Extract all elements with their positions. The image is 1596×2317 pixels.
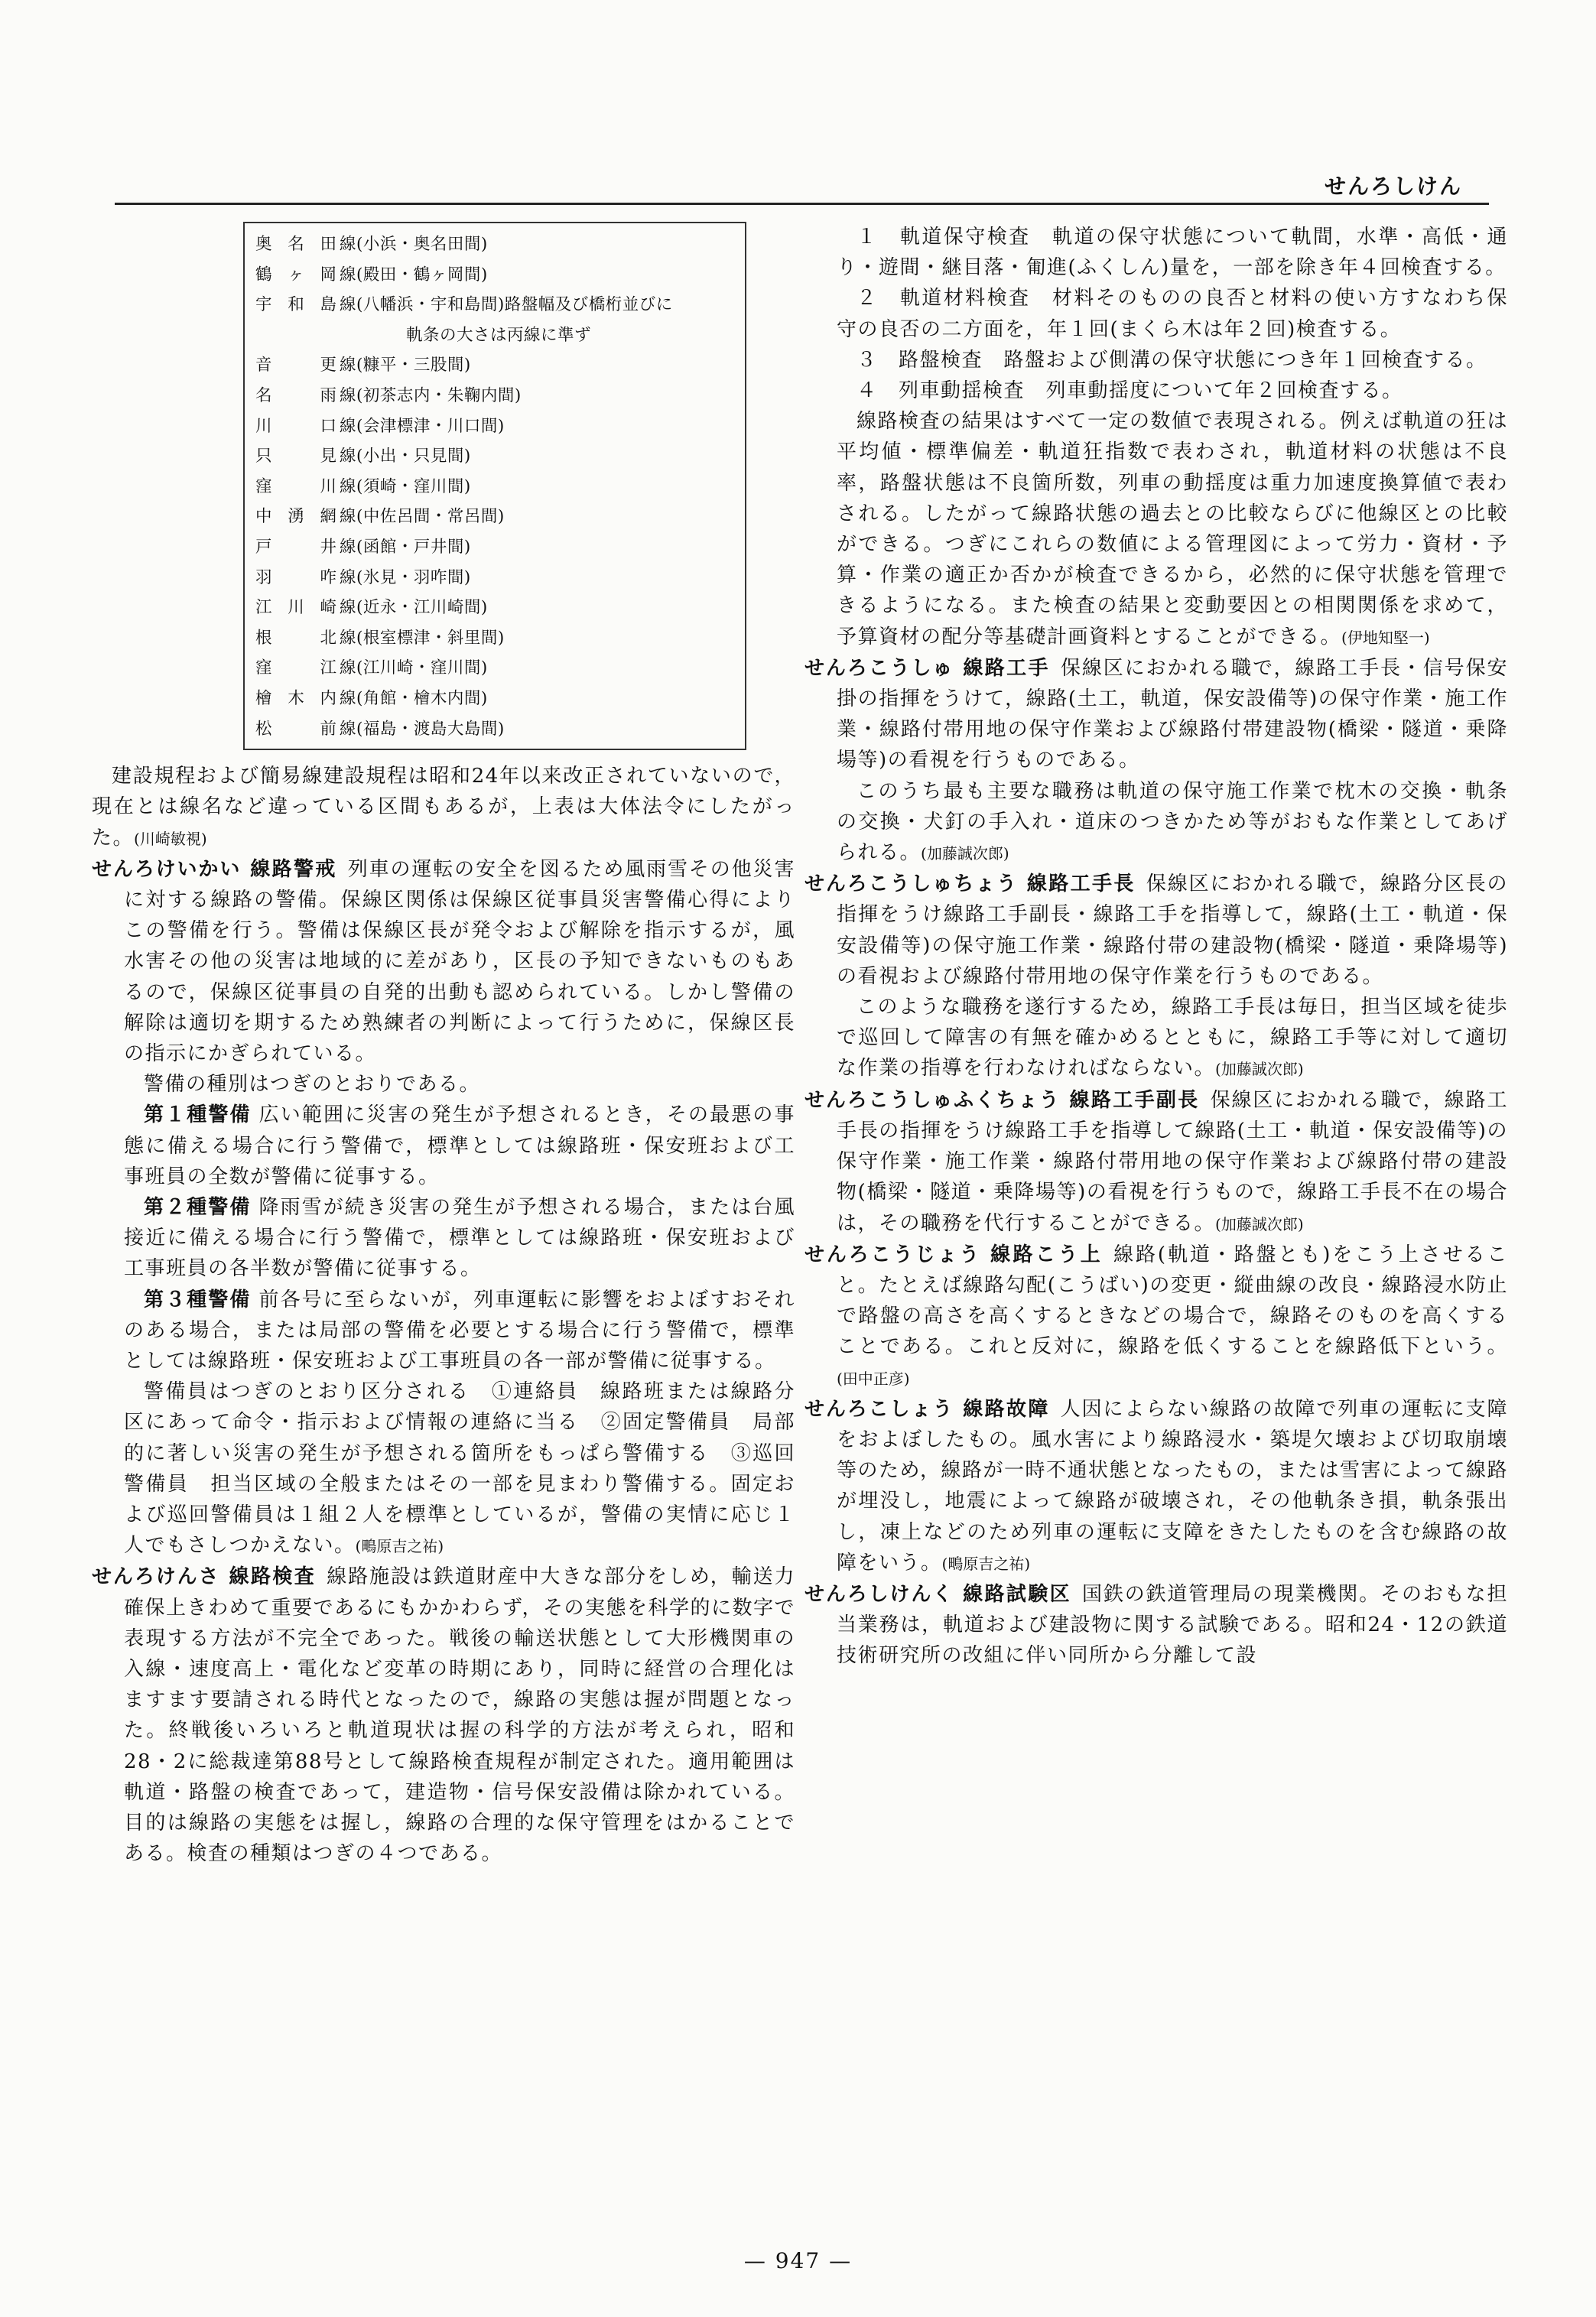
keikai-type-3: 第３種警備 前各号に至らないが，列車運転に影響をおよぼすおそれのある場合，または局部の警備を必要とする場合に行う警備で，標準としては線路班・保安班および工事班員の各一部が警備に従事する。 bbox=[124, 1288, 795, 1373]
line-name: 松 前 bbox=[255, 719, 340, 739]
line-name: 音 更 bbox=[255, 356, 340, 375]
keikai-kinds: 警備の種別はつぎのとおりである。 bbox=[144, 1073, 481, 1097]
entry-term: 線路こう上 bbox=[990, 1243, 1104, 1266]
line-detail: 線(根室標津・斜里間) bbox=[340, 628, 505, 648]
kensa-item-4: ４ 列車動揺検査 列車動揺度について年２回検査する。 bbox=[857, 379, 1403, 403]
table-note: 建設規程および簡易線建設規程は昭和24年以来改正されていないので，現在とは線名など違っている区間もあるが，上表は大体法令にしたがった。(川崎敏視) bbox=[92, 765, 795, 850]
line-table-row bbox=[255, 290, 737, 320]
line-name: 奥名田 bbox=[255, 235, 340, 254]
line-detail: 線(小浜・奥名田間) bbox=[340, 235, 488, 254]
line-name: 中湧網 bbox=[255, 507, 340, 527]
signature: (川崎敏視) bbox=[134, 829, 207, 848]
signature: (伊地知堅一) bbox=[1341, 628, 1430, 647]
line-detail: 線(角館・檜木内間) bbox=[340, 688, 488, 708]
line-name: 鶴ヶ岡 bbox=[255, 265, 340, 284]
entry-senro-kojo: せんろこうじょう 線路こう上 線路(軌道・路盤とも)をこう上させること。たとえば線路勾配(こうばい)の変更・縦曲線の改良・線路浸水防止で路盤の高さを高くするときなどの場合で，線路そのものを高くすることである。これと反対に，線路を低くすることを線路低下という。(田中正彦) bbox=[805, 1243, 1508, 1388]
line-name: 江川崎 bbox=[255, 598, 340, 618]
signature: (加藤誠次郎) bbox=[1215, 1060, 1304, 1079]
kensa-result: 線路検査の結果はすべて一定の数値で表現される。例えば軌道の狂は平均値・標準偏差・軌道狂指数で表わされ，軌道材料の状態は不良率，路盤状態は不良箇所数，列車の動揺度は重力加速度換算値で表わされる。したがって線路状態の過去との比較ならびに他線区との比較ができる。つぎにこれらの数値による管理図によって労力・資材・予算・作業の適正か否かが検査できるから，必然的に保守状態を管理できるようになる。また検査の結果と変動要因との相関関係を求めて，予算資材の配分等基礎計画資料とすることができる。(伊地知堅一) bbox=[837, 410, 1508, 648]
entry-term: 線路警戒 bbox=[250, 857, 337, 881]
entry-reading: せんろこうじょう bbox=[805, 1243, 982, 1266]
entry-senro-keikai: せんろけいかい 線路警戒 列車の運転の安全を図るため風雨雪その他災害に対する線路の警備。保線区関係は保線区従事員災害警備心得によりこの警備を行う。警備は保線区長が発令および解除を指示するが，風水害その他の災害は地域的に差があり，区長の予知できないものもあるので，保線区従事員の自発的出動も認められている。しかし警備の解除は適切を期するため熟練者の判断によって行うために，保線区長の指示にかぎられている。 bbox=[92, 857, 795, 1065]
entry-senro-shikenku: せんろしけんく 線路試験区 国鉄の鉄道管理局の現業機関。そのおもな担当業務は，軌道および建設物に関する試験である。昭和24・12の鉄道技術研究所の改組に伴い同所から分離して設 bbox=[805, 1582, 1508, 1668]
line-name: 名 雨 bbox=[255, 385, 340, 405]
line-table-row bbox=[255, 714, 737, 745]
line-table-row bbox=[255, 229, 737, 260]
entry-senro-kosho: せんろこしょう 線路故障 人因によらない線路の故障で列車の運転に支障をおよぼしたもの。風水害により線路浸水・築堤欠壊および切取崩壊等のため，線路が一時不通状態となったもの，または雪害によって線路が埋没し，地震によって線路が破壊され，その他軌条き損，軌条張出し，凍上などのため列車の運転に支障をきたしたものを含む線路の故障をいう。(鴫原吉之祐) bbox=[805, 1397, 1508, 1574]
entry-senro-koshu: せんろこうしゅ 線路工手 保線区におかれる職で，線路工手長・信号保安掛の指揮をうけて，線路(土工，軌道，保安設備等)の保守作業・施工作業・線路付帯用地の保守作業および線路付帯建設物(橋梁・隧道・乗降場等)の看視を行うものである。 bbox=[805, 656, 1508, 772]
line-table-row bbox=[255, 593, 737, 623]
line-detail: 線(会津標津・川口間) bbox=[340, 416, 505, 436]
line-detail: 線(江川崎・窪川間) bbox=[340, 658, 488, 678]
line-table-row bbox=[255, 411, 737, 442]
header-rule bbox=[115, 203, 1489, 205]
line-detail: 線(八幡浜・宇和島間)路盤幅及び橋桁並びに bbox=[340, 295, 673, 315]
entry-reading: せんろこうしゅ bbox=[805, 656, 954, 680]
entry-term: 線路故障 bbox=[963, 1397, 1050, 1421]
line-table-row bbox=[255, 260, 737, 291]
page-number: — 947 — bbox=[743, 2248, 853, 2273]
line-table-row bbox=[255, 563, 737, 593]
line-table-row bbox=[255, 653, 737, 684]
koshucho-body-2: このような職務を遂行するため，線路工手長は毎日，担当区域を徒歩で巡回して障害の有無を確かめるとともに，線路工手等に対して適切な作業の指導を行わなければならない。(加藤誠次郎) bbox=[837, 996, 1508, 1081]
line-table-row bbox=[255, 381, 737, 411]
line-detail: 線(函館・戸井間) bbox=[340, 537, 471, 557]
right-column bbox=[805, 222, 1508, 2179]
left-column bbox=[92, 222, 795, 2179]
line-detail: 線(小出・只見間) bbox=[340, 447, 471, 466]
entry-senro-koshucho: せんろこうしゅちょう 線路工手長 保線区におかれる職で，線路分区長の指揮をうけ線路工手副長・線路工手を指導して，線路(土工・軌道・保安設備等)の保守施工作業・線路付帯の建設物(橋梁・隧道・乗降場等)の看視および線路付帯用地の保守作業を行うものである。 bbox=[805, 873, 1508, 988]
keikai-type-1: 第１種警備 広い範囲に災害の発生が予想されるとき，その最悪の事態に備える場合に行う警備で，標準としては線路班・保安班および工事班員の全数が警備に従事する。 bbox=[124, 1103, 795, 1188]
line-detail: 軌条の大さは丙線に準ず bbox=[406, 325, 592, 345]
line-table bbox=[243, 222, 746, 750]
line-detail: 線(中佐呂間・常呂間) bbox=[340, 507, 505, 527]
line-table-row bbox=[255, 320, 737, 351]
line-detail: 線(氷見・羽咋間) bbox=[340, 567, 471, 587]
entry-reading: せんろけいかい bbox=[92, 857, 242, 881]
line-name: 窪 江 bbox=[255, 658, 340, 678]
line-name: 檜木内 bbox=[255, 688, 340, 708]
line-table-row bbox=[255, 441, 737, 472]
line-detail: 線(須崎・窪川間) bbox=[340, 476, 471, 496]
line-name: 羽 咋 bbox=[255, 567, 340, 587]
kensa-item-2: ２ 軌道材料検査 材料そのものの良否と材料の使い方すなわち保守の良否の二方面を，年１回(まくら木は年２回)検査する。 bbox=[837, 287, 1508, 341]
entry-term: 線路工手長 bbox=[1026, 873, 1136, 896]
line-detail: 線(殿田・鶴ヶ岡間) bbox=[340, 265, 488, 284]
signature: (鴫原吉之祐) bbox=[941, 1554, 1031, 1573]
keikai-staff: 警備員はつぎのとおり区分される ①連絡員 線路班または線路分区にあって命令・指示および情報の連絡に当る ②固定警備員 局部的に著しい災害の発生が予想される箇所をもっぱら警備する ③巡回警備員 担当区域の全般またはその一部を見まわり警備する。固定および巡回警備員は１組２人を標準としているが，警備の実情に応じ１人でもさしつかえない。(鴫原吉之祐) bbox=[124, 1380, 795, 1558]
signature: (加藤誠次郎) bbox=[921, 844, 1009, 863]
line-detail: 線(糠平・三股間) bbox=[340, 356, 471, 375]
line-table-row bbox=[255, 350, 737, 381]
signature: (鴫原吉之祐) bbox=[355, 1537, 444, 1556]
line-table-row bbox=[255, 684, 737, 714]
entry-reading: せんろこうしゅちょう bbox=[805, 873, 1018, 896]
entry-term: 線路工手 bbox=[963, 656, 1050, 680]
kensa-item-1: １ 軌道保守検査 軌道の保守状態について軌間，水準・高低・通り・遊間・継目落・匍進(ふくしん)量を，一部を除き年４回検査する。 bbox=[837, 226, 1508, 280]
entry-reading: せんろこしょう bbox=[805, 1397, 954, 1421]
entry-term: 線路工手副長 bbox=[1069, 1088, 1200, 1112]
line-name: 窪 川 bbox=[255, 476, 340, 496]
kensa-item-3: ３ 路盤検査 路盤および側溝の保守状態につき年１回検査する。 bbox=[857, 348, 1487, 372]
entry-reading: せんろこうしゅふくちょう bbox=[805, 1088, 1061, 1112]
line-table-row bbox=[255, 472, 737, 502]
entry-term: 線路試験区 bbox=[963, 1582, 1071, 1606]
running-head: せんろしけん bbox=[1324, 174, 1462, 199]
line-table-row bbox=[255, 532, 737, 563]
line-detail: 線(近永・江川崎間) bbox=[340, 598, 488, 618]
entry-senro-kensa: せんろけんさ 線路検査 線路施設は鉄道財産中大きな部分をしめ，輸送力確保上きわめて重要であるにもかかわらず，その実態を科学的に数字で表現する方法が不完全であった。戦後の輸送状態として大形機関車の入線・速度高上・電化など変革の時期にあり，同時に経営の合理化はますます要請される時代となったので，線路の実態は握が問題となった。終戦後いろいろと軌道現状は握の科学的方法が考えられ，昭和28・2に総裁達第88号として線路検査規程が制定された。適用範囲は軌道・路盤の検査であって，建造物・信号保安設備は除かれている。目的は線路の実態をは握し，線路の合理的な保守管理をはかることである。検査の種類はつぎの４つである。 bbox=[92, 1565, 795, 1866]
entry-reading: せんろけんさ bbox=[92, 1565, 220, 1589]
line-name: 川 口 bbox=[255, 416, 340, 436]
line-table-row bbox=[255, 623, 737, 654]
line-name: 戸 井 bbox=[255, 537, 340, 557]
entry-reading: せんろしけんく bbox=[805, 1582, 954, 1606]
keikai-type-2: 第２種警備 降雨雪が続き災害の発生が予想される場合，または台風接近に備える場合に行う警備で，標準としては線路班・保安班および工事班員の各半数が警備に従事する。 bbox=[124, 1195, 795, 1281]
entry-term: 線路検査 bbox=[229, 1565, 317, 1589]
line-table-row bbox=[255, 502, 737, 532]
line-detail: 線(初茶志内・朱鞠内間) bbox=[340, 385, 522, 405]
signature: (加藤誠次郎) bbox=[1215, 1214, 1304, 1233]
entry-senro-koshu-fukucho: せんろこうしゅふくちょう 線路工手副長 保線区におかれる職で，線路工手長の指揮をうけ線路工手を指導して線路(土工・軌道・保安設備等)の保守作業・施工作業・線路付帯用地の保守作業および線路付帯の建設物(橋梁・隧道・乗降場等)の看視を行うもので，線路工手長不在の場合は，その職務を代行することができる。(加藤誠次郎) bbox=[805, 1088, 1508, 1235]
koshu-body-2: このうち最も主要な職務は軌道の保守施工作業で枕木の交換・軌条の交換・犬釘の手入れ・道床のつきかため等がおもな作業としてあげられる。(加藤誠次郎) bbox=[837, 779, 1508, 865]
line-name: 根 北 bbox=[255, 628, 340, 648]
line-name: 宇和島 bbox=[255, 295, 340, 315]
signature: (田中正彦) bbox=[837, 1369, 910, 1388]
line-detail: 線(福島・渡島大島間) bbox=[340, 719, 505, 739]
line-name: 只 見 bbox=[255, 447, 340, 466]
